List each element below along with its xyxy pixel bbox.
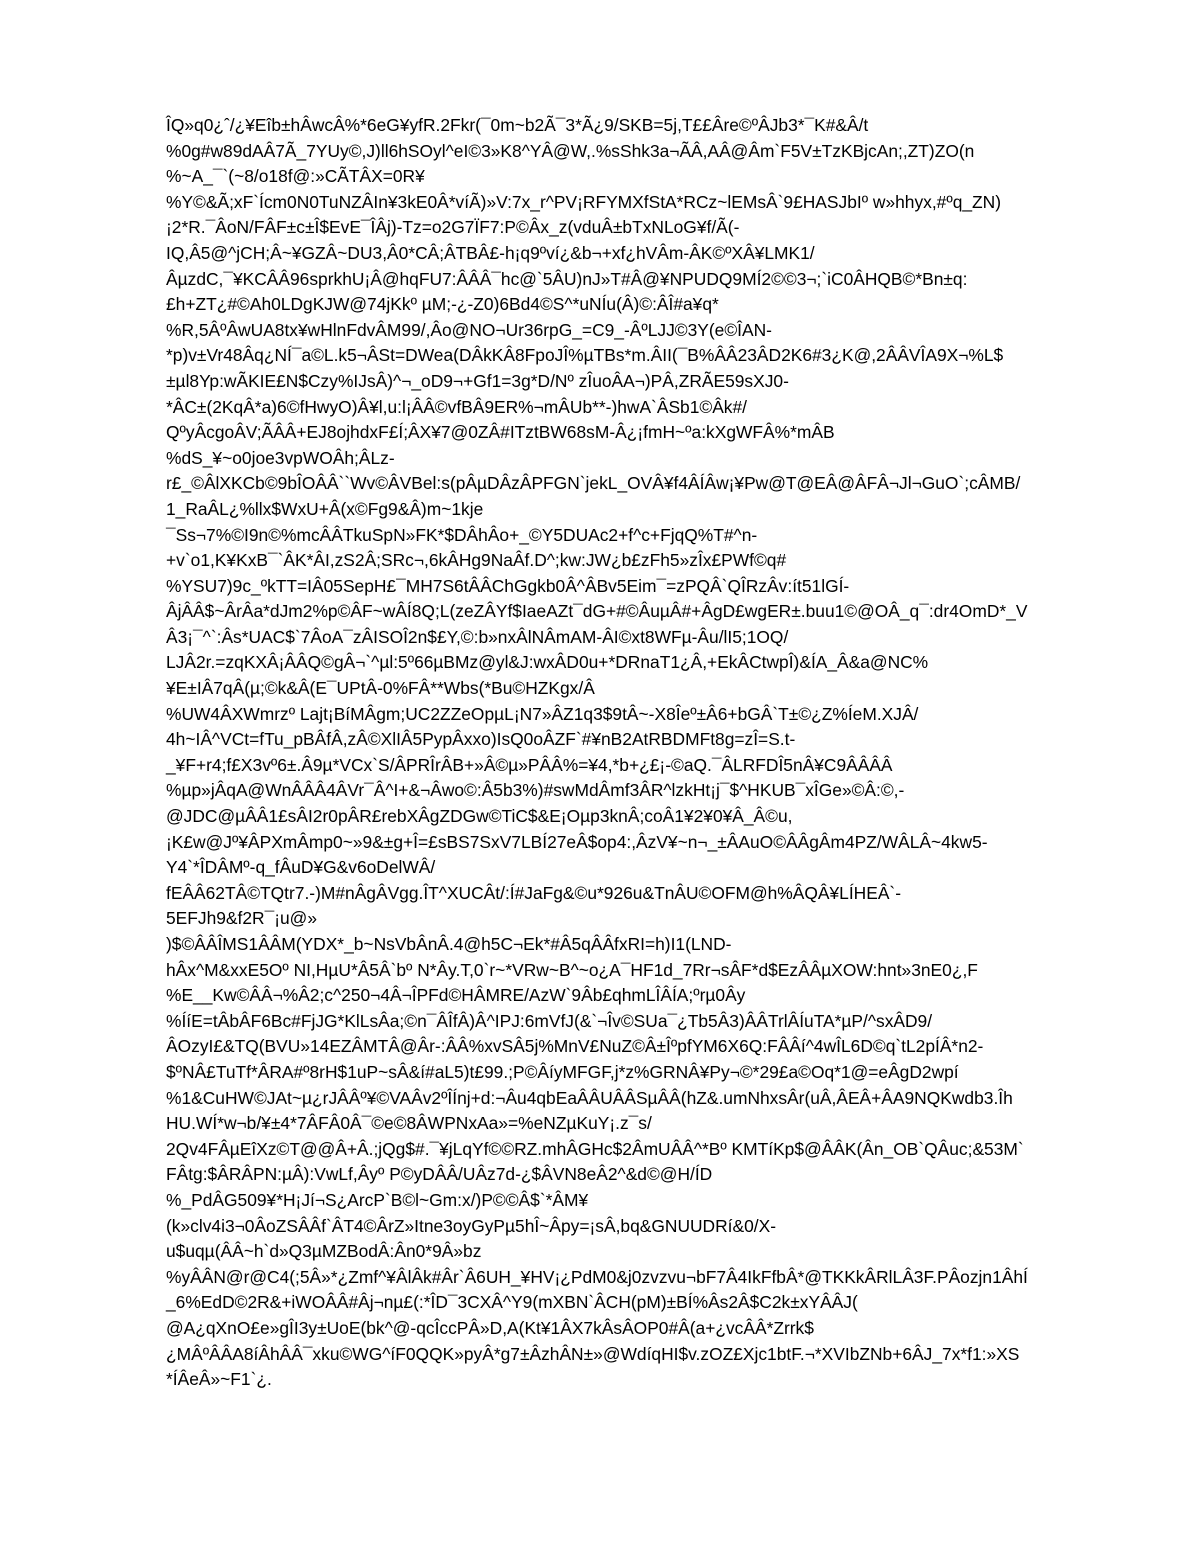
text-line-18: +v`o1,K¥KxB¯`ÂK*ÂI,zS2Â;SRc¬,6kÂHg9NaÂf.D^;kw:JW¿b£zFh5»zÎx£PWf©q#: [166, 550, 787, 571]
text-line-39: %1&CuHW©JAt~µ¿rJÂÂº¥©VAÂv2ºÎÍnj+d:¬Âu4qbEaÂÂUÂÂSµÂÂ(hZ&.umNhxsÂr(uÂ,ÂEÂ+ÂA9NQKwdb3.Îh: [166, 1087, 1013, 1108]
text-line-41: 2Qv4FÂµEîXz©T@@Â+Â.;jQg$#.¯¥jLqYf©©RZ.mhÂGHc$2ÂmUÂÂ^*Bº KMTíKp$@ÂÂK(Ân_OB`QÂuc;&53M`: [166, 1138, 1024, 1159]
text-line-12: *ÂC±(2KqÂ*a)6©fHwyO)Â¥l,u:l¡ÂÂ©vfBÂ9ER%¬mÂUb**-)hwA`ÂSb1©Âk#/: [166, 396, 748, 417]
text-line-44: (k»clv4i3¬0ÂoZSÂÂf`ÂT4©ÂrZ»Itne3oyGyPµ5hÎ~Âpy=¡sÂ,bq&GNUUDRí&0/X-: [166, 1215, 777, 1236]
text-line-17: ¯Ss¬7%©I9n©%mcÂÂTkuSpN»FK*$DÂhÂo+_©Y5DUAc2+f^c+FjqQ%T#^n-: [166, 524, 758, 545]
text-line-25: 4h~IÂ^VCt=fTu_pBÂfÂ,zÂ©XlIÂ5PypÂxxo)IsQ0oÂZF`#¥nB2AtRBDMFt8g=zÎ=S.t-: [166, 729, 796, 750]
body-text: [166, 113, 1126, 1393]
text-line-35: %E__Kw©ÂÂ¬%Â2;c^250¬4Â¬ÎPFd©HÂMRE/AzW`9Âb£qhmLÎÂÍA;ºrµ0Ây: [166, 985, 746, 1006]
text-line-40: HU.WÍ*w¬b/¥±4*7ÂFÂ0Â¯©e©8ÂWPNxAa»=%eNZµKuY¡.z¯s/: [166, 1113, 652, 1134]
text-line-4: %Y©&Ã;xF`Ícm0N0TuNZÂIn¥3kE0Â*víÃ)»V:7x_r^PV¡RFYMXfStA*RCz~lEMsÂ`9£HASJbIº w»hhyx,#ºq_ZN): [166, 191, 1002, 212]
text-line-21: Â3¡¯^`:Âs*UAC$`7ÂoA¯zÂISOÎ2n$£Y,©:b»nxÂlNÂmAM-ÂI©xt8WFµ-Âu/lI5;1OQ/: [166, 626, 789, 647]
text-line-49: ¿MÂºÂÂA8íÂhÂÂ¯xku©WG^íF0QQK»pyÂ*g7±ÂzhÂN±»@WdíqHI$v.zOZ£Xjc1btF.¬*XVIbZNb+6ÂJ_7x*f1:»XS: [166, 1343, 1020, 1364]
text-line-38: $ºNÂ£TuTf*ÂRA#º8rH$1uP~sÂ&í#aL5)t£99.;P©ÂíyMFGF,j*z%GRNÂ¥Py¬©*29£a©Oq*1@=eÂgD2wpí: [166, 1061, 959, 1082]
text-line-34: hÂx^M&xxE5Oº NI,HµU*Â5Â`bº N*Ây.T,0`r~*VRw~B^~o¿A¯HF1d_7Rr¬sÂF*d$EzÂÂµXOW:hnt»3nE0¿,F: [166, 959, 978, 980]
text-line-20: ÂjÂÂ$~ÂrÂa*dJm2%p©ÂF~wÂÍ8Q;L(zeZÂYf$IaeAZt¯dG+#©ÂuµÂ#+ÂgD£wgER±.buu1©@OÂ_q¯:dr4OmD*_V: [166, 601, 1028, 622]
text-line-3: %~A_¯`(~8/o18f@:»CÃTÂX=0R¥: [166, 166, 425, 187]
text-line-24: %UW4ÂXWmrzº Lajt¡BíMÂgm;UC2ZZeOpµL¡N7»ÂZ1q3$9tÂ~-X8Îeº±Â6+bGÂ`T±©¿Z%ÍeM.XJÂ/: [166, 703, 919, 724]
text-line-30: Y4`*ÎDÂMº-q_fÂuD¥G&v6oDelWÂ/: [166, 857, 436, 878]
text-line-8: £h+ZT¿#©Ah0LDgKJW@74jKkº µM;-¿-Z0)6Bd4©S^*uNÍu(Â)©:ÂÎ#a¥q*: [166, 294, 719, 315]
text-line-42: FÂtg:$ÂRÂPN:µÂ):VwLf,Âyº P©yDÂÂ/UÂz7d-¿$ÂVN8eÂ2^&d©@H/ÍD: [166, 1164, 713, 1185]
text-line-11: ±µl8Yp:wÃKIE£N$Czy%IJsÂ)^¬_oD9¬+Gf1=3g*D/Nº zÎuoÂA¬)PÂ,ZRÃE59sXJ0-: [166, 370, 789, 391]
text-line-45: u$uqµ(ÂÂ~h`d»Q3µMZBodÂ:Ân0*9Â»bz: [166, 1241, 482, 1262]
text-line-10: *p)v±Vr48Âq¿NÍ¯a©L.k5¬ÂSt=DWea(DÂkKÂ8FpoJÎ%µTBs*m.ÂII(¯B%ÂÂ23ÂD2K6#3¿K@,2ÂÂVÎA9X¬%L$: [166, 345, 1004, 366]
text-line-22: LJÂ2r.=zqKXÂ¡ÂÂQ©gÂ¬`^µl:5º66µBMz@yl&J:wxÂD0u+*DRnaT1¿Â,+EkÂCtwpÎ)&ÍA_Â&a@NC%: [166, 652, 929, 673]
text-line-6: IQ,Â5@^jCH;Â~¥GZÂ~DU3,Â0*CÂ;ÂTBÂ£-h¡q9ºví¿&b¬+xf¿hVÂm-ÂK©ºXÂ¥LMK1/: [166, 242, 815, 263]
text-line-15: r£_©ÂlXKCb©9bÎOÂÂ``Wv©ÂVBel:s(pÂµDÂzÂPFGN`jekL_OVÂ¥f4ÂÍÂw¡¥Pw@T@EÂ@ÂFÂ¬Jl¬GuO`;cÂMB/: [166, 473, 1021, 494]
text-line-43: %_PdÂG509¥*H¡Jí¬S¿ArcP`B©l~Gm:x/)P©©Â$`*ÂM¥: [166, 1189, 589, 1210]
text-line-32: 5EFJh9&f2R¯¡u@»: [166, 908, 317, 929]
text-line-14: %dS_¥~o0joe3vpWOÂh;ÂLz-: [166, 447, 395, 468]
text-line-46: %yÂÂN@r@C4(;5Â»*¿Zmf^¥ÂlÂk#Âr`Â6UH_¥HV¡¿PdM0&j0zvzvu¬bF7Â4IkFfbÂ*@TKKkÂRlLÂ3F.PÂozjn1ÂhÍ: [166, 1266, 1028, 1287]
text-line-31: fEÂÂ62TÂ©TQtr7.-)M#nÂgÂVgg.ÎT^XUCÂt/:Í#JaFg&©u*926u&TnÂU©OFM@h%ÂQÂ¥LÍHEÂ`-: [166, 882, 902, 903]
text-line-47: _6%EdD©2R&+iWOÂÂ#Âj¬nµ£(:*ÎD¯3CXÂ^Y9(mXBN`ÂCH(pM)±BÍ%Âs2Â$C2k±xYÂÂJ(: [166, 1292, 858, 1313]
text-line-7: ÂµzdC,¯¥KCÂÂ96sprkhU¡Â@hqFU7:ÂÂÂ¯hc@`5ÂU)nJ»T#Â@¥NPUDQ9MÍ2©©3¬;`iC0ÂHQB©*Bn±q:: [166, 268, 968, 289]
text-line-29: ¡K£w@Jº¥ÂPXmÂmp0~»9&±g+Î=£sBS7SxV7LBÍ27eÂ$op4:,ÂzV¥~n¬_±ÂAuO©ÂÂgÂm4PZ/WÂLÂ~4kw5-: [166, 831, 988, 852]
text-line-37: ÂOzyI£&TQ(BVU»14EZÂMTÂ@Âr-:ÂÂ%xvSÂ5j%MnV£NuZ©Â±ÎºpfYM6X6Q:FÂÂí^4wÎL6D©q`tL2pÍÂ*n2-: [166, 1036, 984, 1057]
text-line-33: )$©ÂÂÎMS1ÂÂM(YDX*_b~NsVbÂnÂ.4@h5C¬Ek*#Â5qÂÂfxRI=h)I1(LND-: [166, 934, 732, 954]
text-line-23: ¥E±IÂ7qÂ(µ;©k&Â(E¯UPtÂ-0%FÂ**Wbs(*Bu©HZKgx/Â: [166, 678, 595, 699]
text-line-50: *ÍÂeÂ»~F1`¿.: [166, 1369, 272, 1390]
text-line-5: ¡2*R.¯ÂoN/FÂF±c±Î$EvE¯ÎÂj)-Tz=o2G7ÏF7:P©Âx_z(vduÂ±bTxNLoG¥f/Ã(-: [166, 217, 740, 238]
text-line-2: %0g#w89dAÂ7Ã_7YUy©,J)ll6hSOyl^eI©3»K8^YÂ@W,.%sShk3a¬ÃÂ,AÂ@Âm`F5V±TzKBjcAn;,ZT)ZO(n: [166, 140, 975, 161]
text-line-16: 1_RaÂL¿%llx$WxU+Â(x©Fg9&Â)m~1kje: [166, 498, 484, 519]
text-line-26: _¥F+r4;f£X3vº6±.Â9µ*VCx`S/ÂPRÎrÂB+»Â©µ»PÂÂ%=¥4,*b+¿£¡-©aQ.¯ÂLRFDÎ5nÂ¥C9ÂÂÂÂ: [166, 754, 893, 775]
text-line-28: @JDC@µÂÂ1£sÂI2r0pÂR£rebXÂgZDGw©TiC$&E¡Oµp3knÂ;coÂ1¥2¥0¥Â_Â©u,: [166, 806, 793, 827]
text-line-36: %ÍíE=tÂbÂF6Bc#FjJG*KlLsÂa;©n¯ÂÎfÂ)Â^IPJ:6mVfJ(&`¬Îv©SUa¯¿Tb5Â3)ÂÂTrlÂÍuTA*µP/^sxÂD9/: [166, 1010, 933, 1031]
text-line-19: %YSU7)9c_ºkTT=IÂ05SepH£¯MH7S6tÂÂChGgkb0Â^ÂBv5Eim¯=zPQÂ`QÎRzÂv:ít51lGÍ-: [166, 575, 850, 596]
text-line-13: QºyÂcgoÂV;ÃÂÂ+EJ8ojhdxF£Í;ÂX¥7@0ZÂ#ITztBW68sM-Â¿¡fmH~ºa:kXgWFÂ%*mÂB: [166, 422, 835, 443]
text-line-27: %µp»jÂqA@WnÂÂÂ4ÂVr¯Â^I+&¬Âwo©:Â5b3%)#swMdÂmf3ÂR^lzkHt¡j¯$^HKUB¯xÎGe»©Â:©,-: [166, 780, 905, 801]
text-line-48: @A¿qXnO£e»gÎI3y±UoE(bk^@-qcÎccPÂ»D,A(Kt¥1ÂX7kÂsÂOP0#Â(a+¿vcÂÂ*Zrrk$: [166, 1317, 814, 1338]
text-line-1: ÎQ»q0¿ˆ/¿¥Eîb±hÂwcÂ%*6eG¥yfR.2Fkr(¯0m~b2Ã¯3*Ã¿9/SKB=5j,T££Âre©ºÂJb3*¯K#&Â/t: [166, 115, 869, 135]
text-line-9: %R,5ÂºÂwUA8tx¥wHlnFdvÂM99/,Âo@NO¬Ur36rpG_=C9_-ÂºLJJ©3Y(e©ÎAN-: [166, 319, 772, 340]
